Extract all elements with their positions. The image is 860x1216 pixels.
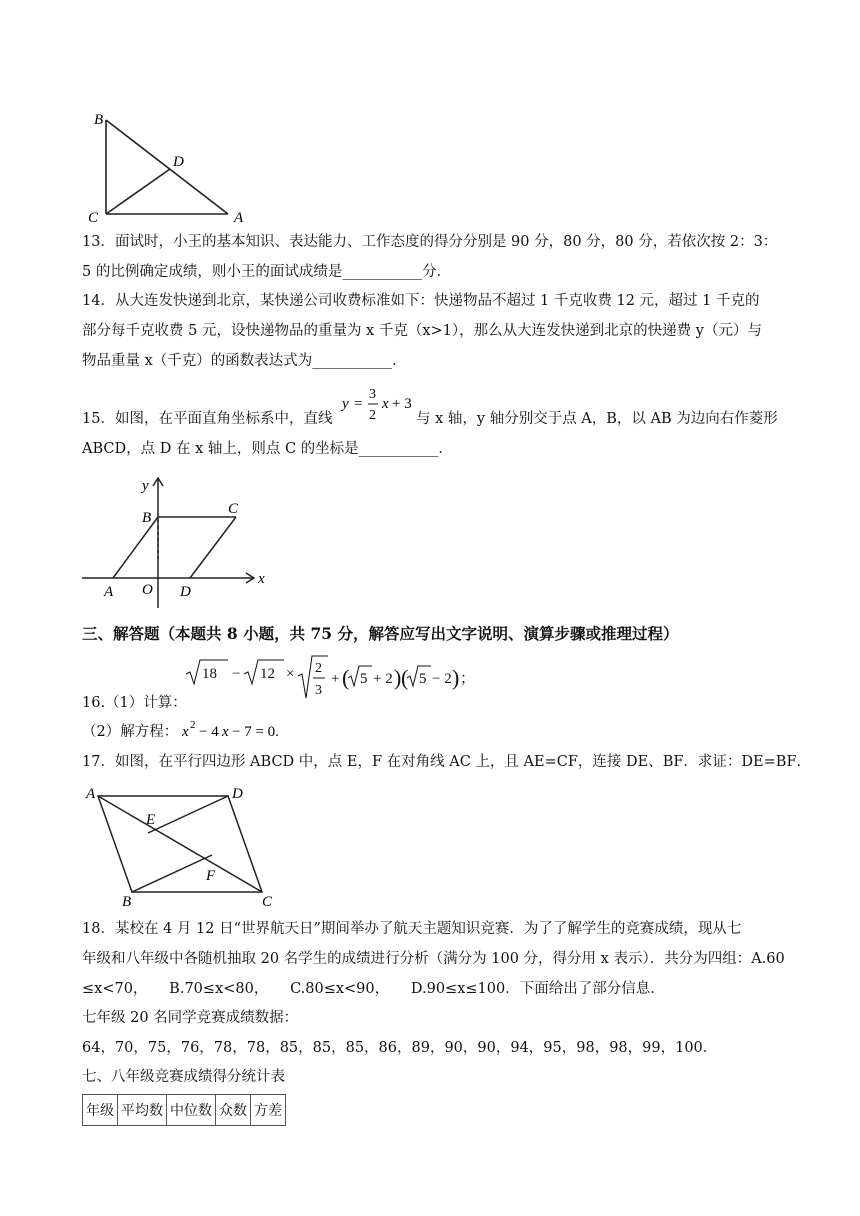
- q18-line-5: 64，70，75，76，78，78，85，85，85，86，89，90，90，94，95，98，98，99，100．: [82, 1040, 718, 1056]
- svg-text:−: −: [232, 666, 241, 682]
- q18-line-1: 18．某校在 4 月 12 日“世界航天日”期间举办了航天主题知识竞赛．为了了解学生的竞赛成绩，现从七: [82, 921, 742, 937]
- svg-text:18: 18: [202, 666, 217, 682]
- svg-text:3: 3: [315, 683, 322, 698]
- label-d: D: [232, 786, 243, 802]
- segment-de: [148, 796, 228, 833]
- segment-bf: [132, 855, 212, 892]
- label-y: y: [142, 478, 149, 494]
- label-a: A: [104, 584, 114, 600]
- label-d: D: [180, 584, 191, 600]
- svg-text:=: =: [354, 396, 363, 412]
- section-heading: 三、解答题（本题共 8 小题，共 75 分，解答应写出文字说明、演算步骤或推理过程）: [82, 624, 679, 643]
- svg-text:12: 12: [260, 666, 275, 682]
- label-o: O: [142, 582, 153, 598]
- svg-text:3: 3: [369, 387, 376, 402]
- q16-part2-formula: [182, 718, 292, 744]
- svg-text:y: y: [342, 396, 349, 412]
- svg-text:2: 2: [369, 408, 376, 423]
- label-b: B: [122, 894, 132, 908]
- table-header-cell: 年级: [83, 1095, 118, 1126]
- q17-line-1: 17．如图，在平行四边形 ABCD 中，点 E，F 在对角线 AC 上，且 AE=CF，连接 DE、BF．求证：DE=BF．: [82, 754, 812, 770]
- q15-line-1-pre: 15．如图，在平面直角坐标系中，直线: [82, 411, 333, 427]
- segment-ba: [106, 120, 228, 214]
- segment-ab: [113, 517, 158, 578]
- svg-text:5: 5: [360, 671, 368, 687]
- q15-formula: [340, 384, 420, 428]
- svg-text:x: x: [382, 396, 389, 412]
- q14-line-2: 部分每千克收费 5 元，设快递物品的重量为 x 千克（x>1），那么从大连发快递到北京的快递费 y（元）与: [82, 323, 762, 339]
- label-c: C: [262, 894, 273, 908]
- q18-line-3: ≤x<70， B.70≤x<80， C.80≤x<90， D.90≤x≤100．下面给出了部分信息．: [82, 981, 665, 997]
- rhombus-coordinate-figure: [82, 470, 272, 610]
- svg-text:5: 5: [419, 671, 427, 687]
- svg-text:− 2: − 2: [432, 671, 452, 687]
- svg-text:): ): [452, 665, 460, 690]
- table-header-cell: 中位数: [167, 1095, 216, 1126]
- q18-line-4: 七年级 20 名同学竞赛成绩数据：: [82, 1010, 299, 1026]
- svg-text:；: ；: [460, 671, 476, 687]
- svg-text:(: (: [342, 665, 350, 690]
- table-header-cell: 平均数: [118, 1095, 167, 1126]
- q16-part1-formula-tail: [452, 652, 482, 706]
- q15-line-1-post: 与 x 轴，y 轴分别交于点 A，B，以 AB 为边向右作菱形: [416, 411, 778, 427]
- q16-part1-formula: [182, 652, 452, 706]
- q14-line-3: 物品重量 x（千克）的函数表达式为___________．: [82, 353, 407, 369]
- label-x: x: [258, 571, 265, 587]
- q18-line-2: 年级和八年级中各随机抽取 20 名学生的成绩进行分析（满分为 100 分，得分用 x 表示）．共分为四组：A.60: [82, 951, 785, 967]
- svg-text:+: +: [331, 671, 340, 687]
- svg-text:): ): [394, 665, 402, 690]
- q18-line-6: 七、八年级竞赛成绩得分统计表: [82, 1069, 285, 1085]
- label-d: D: [173, 154, 184, 170]
- stats-table: [82, 1094, 286, 1126]
- label-e: E: [146, 812, 156, 828]
- triangle-figure: [82, 108, 262, 226]
- table-header-cell: 众数: [216, 1095, 251, 1126]
- svg-text:(: (: [401, 665, 409, 690]
- label-f: F: [206, 868, 216, 884]
- label-c: C: [88, 210, 99, 226]
- q14-line-1: 14．从大连发快递到北京，某快递公司收费标准如下：快递物品不超过 1 千克收费 12 元，超过 1 千克的: [82, 293, 760, 309]
- table-header-row: [83, 1095, 286, 1126]
- q13-line-2: 5 的比例确定成绩，则小王的面试成绩是___________分．: [82, 264, 452, 280]
- q13-line-1: 13．面试时，小王的基本知识、表达能力、工作态度的得分分别是 90 分，80 分，80 分，若依次按 2：3：: [82, 234, 778, 250]
- label-a: A: [86, 786, 96, 802]
- q15-line-2: ABCD，点 D 在 x 轴上，则点 C 的坐标是___________．: [82, 441, 453, 457]
- q16-part2-label: （2）解方程：: [82, 724, 179, 740]
- svg-text:− 7 = 0.: − 7 = 0.: [232, 724, 279, 740]
- svg-text:+ 2: + 2: [373, 671, 393, 687]
- label-c: C: [228, 501, 239, 517]
- svg-text:− 4: − 4: [199, 724, 219, 740]
- svg-text:x: x: [222, 724, 229, 740]
- svg-text:+ 3: + 3: [392, 396, 412, 412]
- label-b: B: [142, 510, 152, 526]
- q16-part1-label: 16.（1）计算：: [82, 695, 187, 711]
- svg-text:×: ×: [286, 666, 295, 682]
- svg-text:2: 2: [190, 719, 196, 731]
- table-header-cell: 方差: [251, 1095, 286, 1126]
- diagonal-ac: [98, 796, 262, 892]
- label-a: A: [234, 210, 244, 226]
- parallelogram-figure: [82, 784, 282, 908]
- svg-text:x: x: [182, 724, 189, 740]
- segment-cd: [190, 517, 236, 578]
- segment-cd: [106, 169, 170, 214]
- svg-text:2: 2: [315, 661, 322, 676]
- label-b: B: [94, 112, 104, 128]
